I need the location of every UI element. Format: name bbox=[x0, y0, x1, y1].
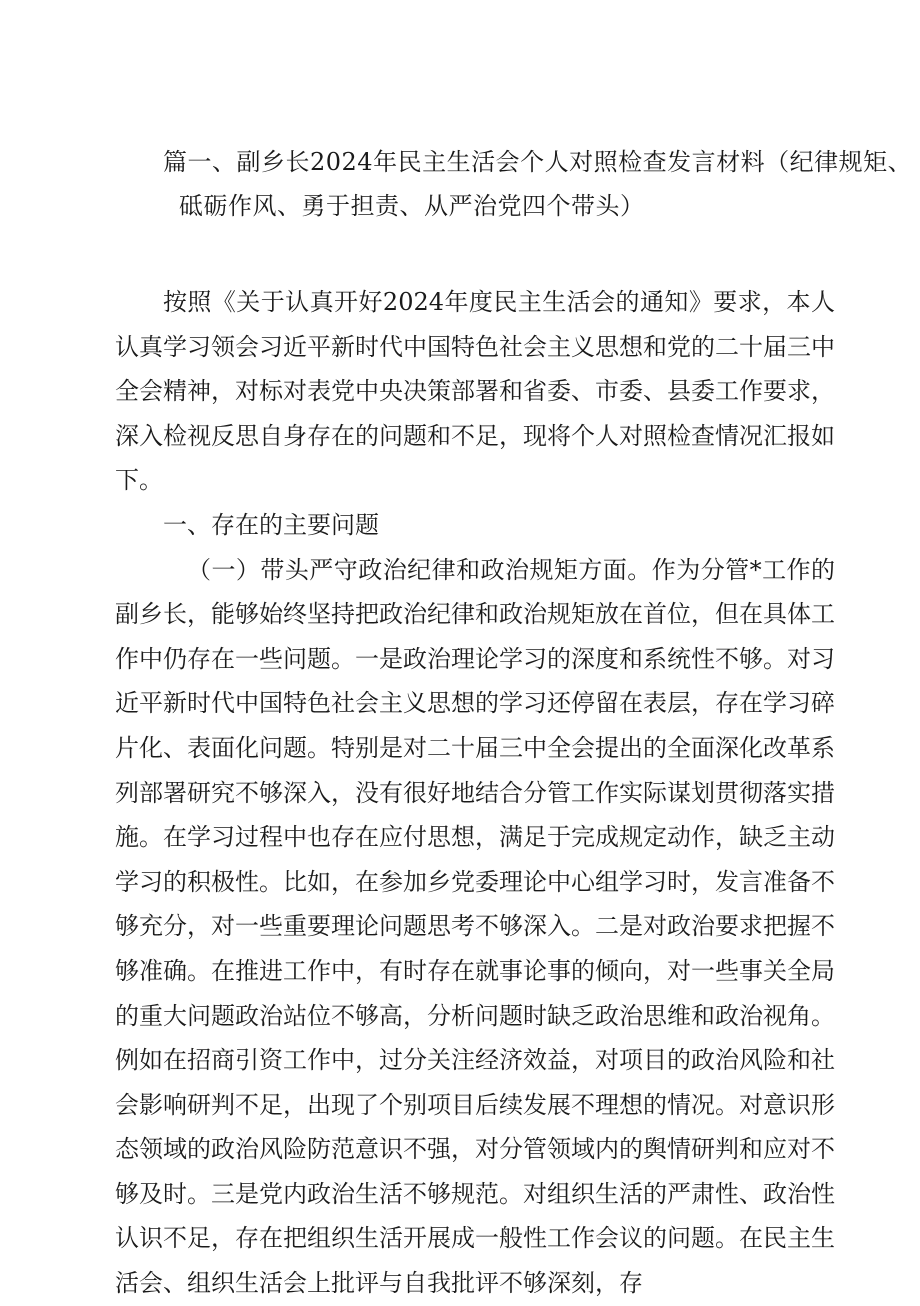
section-heading: 一、存在的主要问题 bbox=[163, 510, 379, 539]
document-body bbox=[115, 280, 835, 1306]
intro-paragraph: 按照《关于认真开好2024年度民主生活会的通知》要求，本人认真学习领会习近平新时代中国特色社会主义思想和党的二十届三中全会精神，对标对表党中央决策部署和省委、市委、县委工作要求，深入检视反思自身存在的问题和不足，现将个人对照检查情况汇报如下。 bbox=[115, 288, 835, 495]
subsection-paragraph: （一）带头严守政治纪律和政治规矩方面。作为分管*工作的副乡长，能够始终坚持把政治纪律和政治规矩放在首位，但在具体工作中仍存在一些问题。一是政治理论学习的深度和系统性不够。对习近平新时代中国特色社会主义思想的学习还停留在表层，存在学习碎片化、表面化问题。特别是对二十届三中全会提出的全面深化改革系列部署研究不够深入，没有很好地结合分管工作实际谋划贯彻落实措施。在学习过程中也存在应付思想，满足于完成规定动作，缺乏主动学习的积极性。比如，在参加乡党委理论中心组学习时，发言准备不够充分，对一些重要理论问题思考不够深入。二是对政治要求把握不够准确。在推进工作中，有时存在就事论事的倾向，对一些事关全局的重大问题政治站位不够高，分析问题时缺乏政治思维和政治视角。例如在招商引资工作中，过分关注经济效益，对项目的政治风险和社会影响研判不足，出现了个别项目后续发展不理想的情况。对意识形态领域的政治风险防范意识不强，对分管领域内的舆情研判和应对不够及时。三是党内政治生活不够规范。对组织生活的严肃性、政治性认识不足，存在把组织生活开展成一般性工作会议的问题。在民主生活会、组织生活会上批评与自我批评不够深刻，存 bbox=[115, 555, 835, 1298]
document-title bbox=[163, 140, 913, 228]
title-line-2: 砥砺作风、勇于担责、从严治党四个带头） bbox=[179, 192, 645, 220]
title-line-1: 篇一、副乡长2024年民主生活会个人对照检查发言材料（纪律规矩、 bbox=[163, 148, 913, 176]
